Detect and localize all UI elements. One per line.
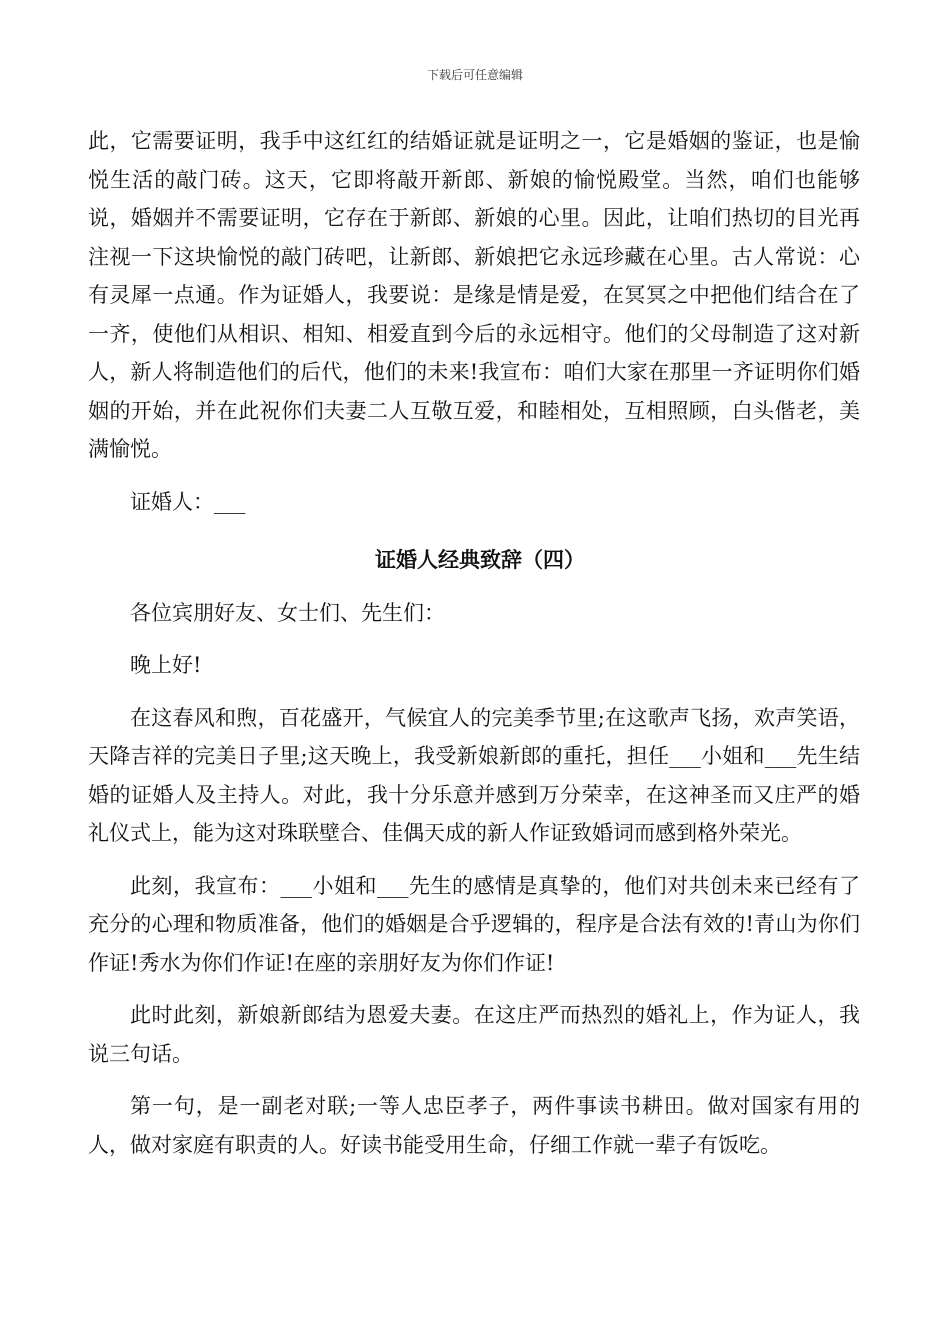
body-paragraph-2: 此刻，我宣布：___小姐和___先生的感情是真挚的，他们对共创未来已经有了充分的心理和物质准备，他们的婚姻是合乎逻辑的，程序是合法有效的!青山为你们作证!秀水为你们作证!在座的亲朋好友为你们作证! bbox=[88, 873, 860, 975]
document-body bbox=[88, 122, 860, 1164]
paragraph-continuation: 此，它需要证明，我手中这红红的结婚证就是证明之一，它是婚姻的鉴证，也是愉悦生活的敲门砖。这天，它即将敲开新郎、新娘的愉悦殿堂。当然，咱们也能够说，婚姻并不需要证明，它存在于新郎、新娘的心里。因此，让咱们热切的目光再注视一下这块愉悦的敲门砖吧，让新郎、新娘把它永远珍藏在心里。古人常说：心有灵犀一点通。作为证婚人，我要说：是缘是情是爱，在冥冥之中把他们结合在了一齐，使他们从相识、相知、相爱直到今后的永远相守。他们的父母制造了这对新人，新人将制造他们的后代，他们的未来!我宣布：咱们大家在那里一齐证明你们婚姻的开始，并在此祝你们夫妻二人互敬互爱，和睦相处，互相照顾，白头偕老，美满愉悦。 bbox=[88, 129, 860, 461]
body-paragraph-3: 此时此刻，新娘新郎结为恩爱夫妻。在这庄严而热烈的婚礼上，作为证人，我说三句话。 bbox=[88, 1003, 860, 1066]
body-paragraph-4: 第一句，是一副老对联;一等人忠臣孝子，两件事读书耕田。做对国家有用的人，做对家庭有职责的人。好读书能受用生命，仔细工作就一辈子有饭吃。 bbox=[88, 1094, 860, 1157]
greeting-paragraph: 各位宾朋好友、女士们、先生们： bbox=[130, 600, 445, 625]
body-paragraph-1: 在这春风和煦，百花盛开，气候宜人的完美季节里;在这歌声飞扬，欢声笑语，天降吉祥的完美日子里;这天晚上，我受新娘新郎的重托，担任___小姐和___先生结婚的证婚人及主持人。对此，我十分乐意并感到万分荣幸，在这神圣而又庄严的婚礼仪式上，能为这对珠联壁合、佳偶天成的新人作证致婚词而感到格外荣光。 bbox=[88, 705, 860, 845]
page-header: 下载后可任意编辑 bbox=[426, 68, 523, 82]
section-title: 证婚人经典致辞（四） bbox=[375, 547, 585, 572]
evening-greeting-paragraph: 晚上好! bbox=[130, 653, 202, 677]
signature-line: 证婚人：___ bbox=[130, 489, 246, 514]
